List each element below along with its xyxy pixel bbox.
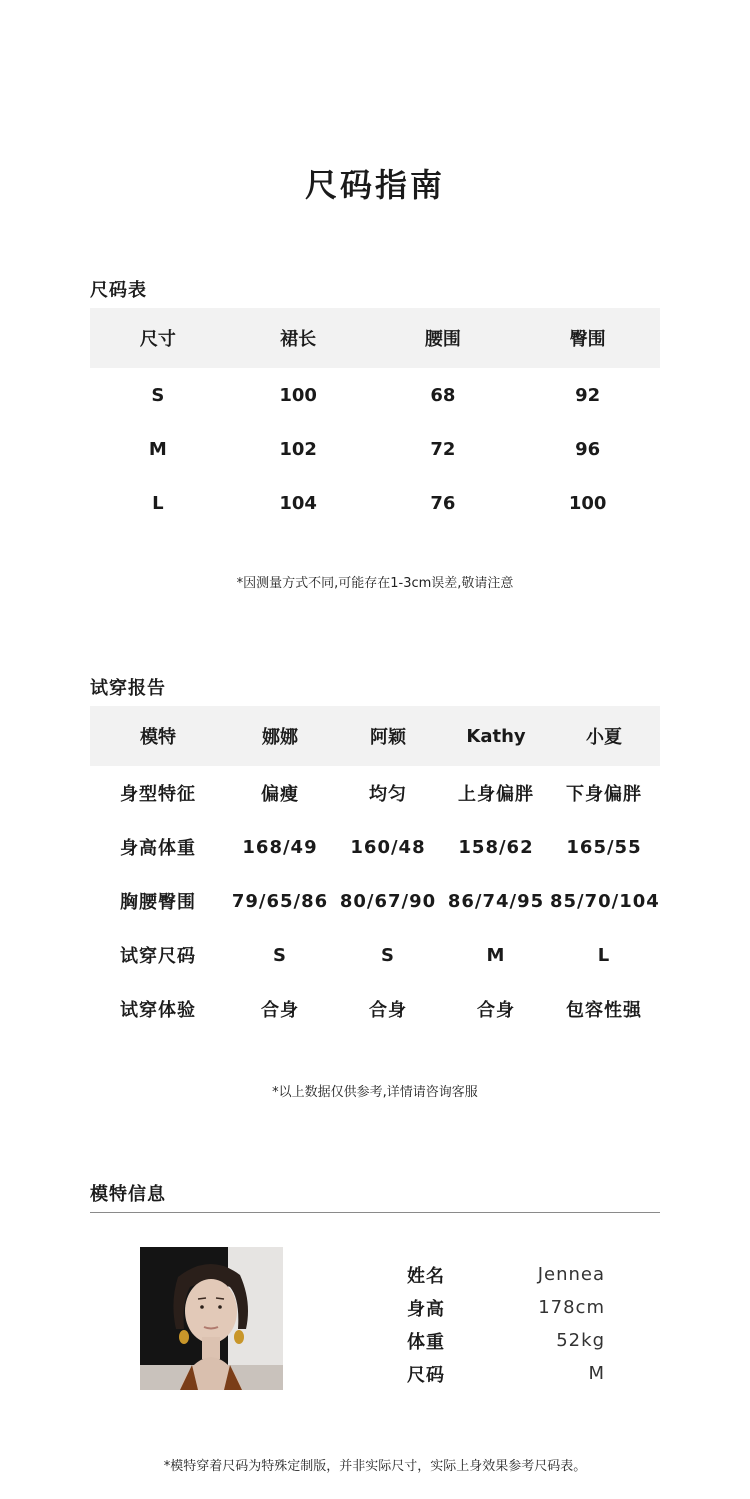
row-label: 试穿尺码 — [120, 946, 196, 967]
table-cell: L — [152, 492, 164, 514]
fit-report-header-row — [90, 706, 660, 766]
fit-report-header-aying: 阿颖 — [370, 727, 406, 748]
table-cell: S — [151, 384, 165, 406]
info-value-height: 178cm — [538, 1297, 605, 1318]
table-cell: L — [597, 944, 611, 966]
table-cell: S — [273, 944, 287, 966]
model-photo — [140, 1247, 283, 1390]
table-row — [90, 982, 660, 1036]
model-info-heading: 模特信息 — [90, 1184, 166, 1205]
table-cell: 160/48 — [350, 836, 426, 858]
fit-report-note: *以上数据仅供参考,详情请咨询客服 — [272, 1085, 478, 1100]
fit-report-table — [90, 706, 660, 1036]
table-cell: 165/55 — [566, 836, 642, 858]
table-cell: 上身偏胖 — [458, 784, 534, 805]
model-portrait-image — [140, 1247, 283, 1390]
size-chart-header-size: 尺寸 — [139, 329, 176, 350]
table-cell: 158/62 — [458, 836, 534, 858]
table-row — [90, 422, 660, 476]
table-cell: 72 — [430, 438, 456, 460]
table-cell: S — [381, 944, 395, 966]
fit-report-header-kathy: Kathy — [466, 725, 526, 747]
row-label: 胸腰臀围 — [120, 892, 196, 913]
section-divider — [90, 1212, 660, 1213]
fit-report-header-model: 模特 — [140, 727, 176, 748]
info-value-name: Jennea — [537, 1264, 605, 1285]
table-cell: 68 — [430, 384, 456, 406]
fit-report-header-nana: 娜娜 — [262, 727, 298, 748]
row-label: 身型特征 — [120, 784, 196, 805]
size-chart-header-waist: 腰围 — [424, 329, 461, 350]
table-cell: M — [148, 438, 167, 460]
table-cell: 96 — [575, 438, 601, 460]
page-title: 尺码指南 — [304, 166, 445, 204]
table-cell: M — [486, 944, 506, 966]
table-row — [90, 476, 660, 530]
table-cell: 102 — [279, 438, 317, 460]
size-chart-header-length: 裙长 — [280, 329, 317, 350]
size-chart-header-row — [90, 308, 660, 368]
table-row — [90, 874, 660, 928]
table-cell: 168/49 — [242, 836, 318, 858]
table-cell: 76 — [430, 492, 456, 514]
table-cell: 80/67/90 — [339, 890, 437, 912]
table-cell: 均匀 — [369, 784, 407, 805]
table-row — [90, 820, 660, 874]
size-chart-header-hip: 臀围 — [569, 329, 606, 350]
table-cell: 92 — [575, 384, 601, 406]
size-chart-heading: 尺码表 — [90, 280, 147, 301]
table-cell: 下身偏胖 — [566, 784, 642, 805]
table-row — [90, 928, 660, 982]
info-value-size: M — [588, 1363, 605, 1384]
info-label-weight: 体重 — [407, 1332, 445, 1353]
size-chart-note: *因测量方式不同,可能存在1-3cm误差,敬请注意 — [236, 576, 514, 591]
table-cell: 86/74/95 — [447, 890, 545, 912]
table-cell: 85/70/104 — [550, 890, 660, 912]
info-label-height: 身高 — [407, 1299, 445, 1320]
row-label: 试穿体验 — [120, 1000, 196, 1021]
fit-report-heading: 试穿报告 — [90, 678, 166, 699]
info-label-size: 尺码 — [407, 1365, 445, 1386]
table-cell: 100 — [279, 384, 317, 406]
table-row — [90, 766, 660, 820]
table-cell: 100 — [568, 492, 607, 514]
model-info-note: *模特穿着尺码为特殊定制版，并非实际尺寸，实际上身效果参考尺码表。 — [163, 1459, 587, 1474]
table-cell: 合身 — [477, 1000, 515, 1021]
fit-report-header-xiaoxia: 小夏 — [586, 727, 622, 748]
table-cell: 合身 — [369, 1000, 407, 1021]
size-chart-table — [90, 308, 660, 530]
table-row — [90, 368, 660, 422]
info-label-name: 姓名 — [407, 1266, 445, 1287]
table-cell: 包容性强 — [566, 1000, 642, 1021]
table-cell: 偏瘦 — [261, 784, 299, 805]
table-cell: 79/65/86 — [231, 890, 329, 912]
row-label: 身高体重 — [120, 838, 196, 859]
info-value-weight: 52kg — [556, 1330, 605, 1351]
table-cell: 104 — [279, 492, 317, 514]
table-cell: 合身 — [261, 1000, 299, 1021]
